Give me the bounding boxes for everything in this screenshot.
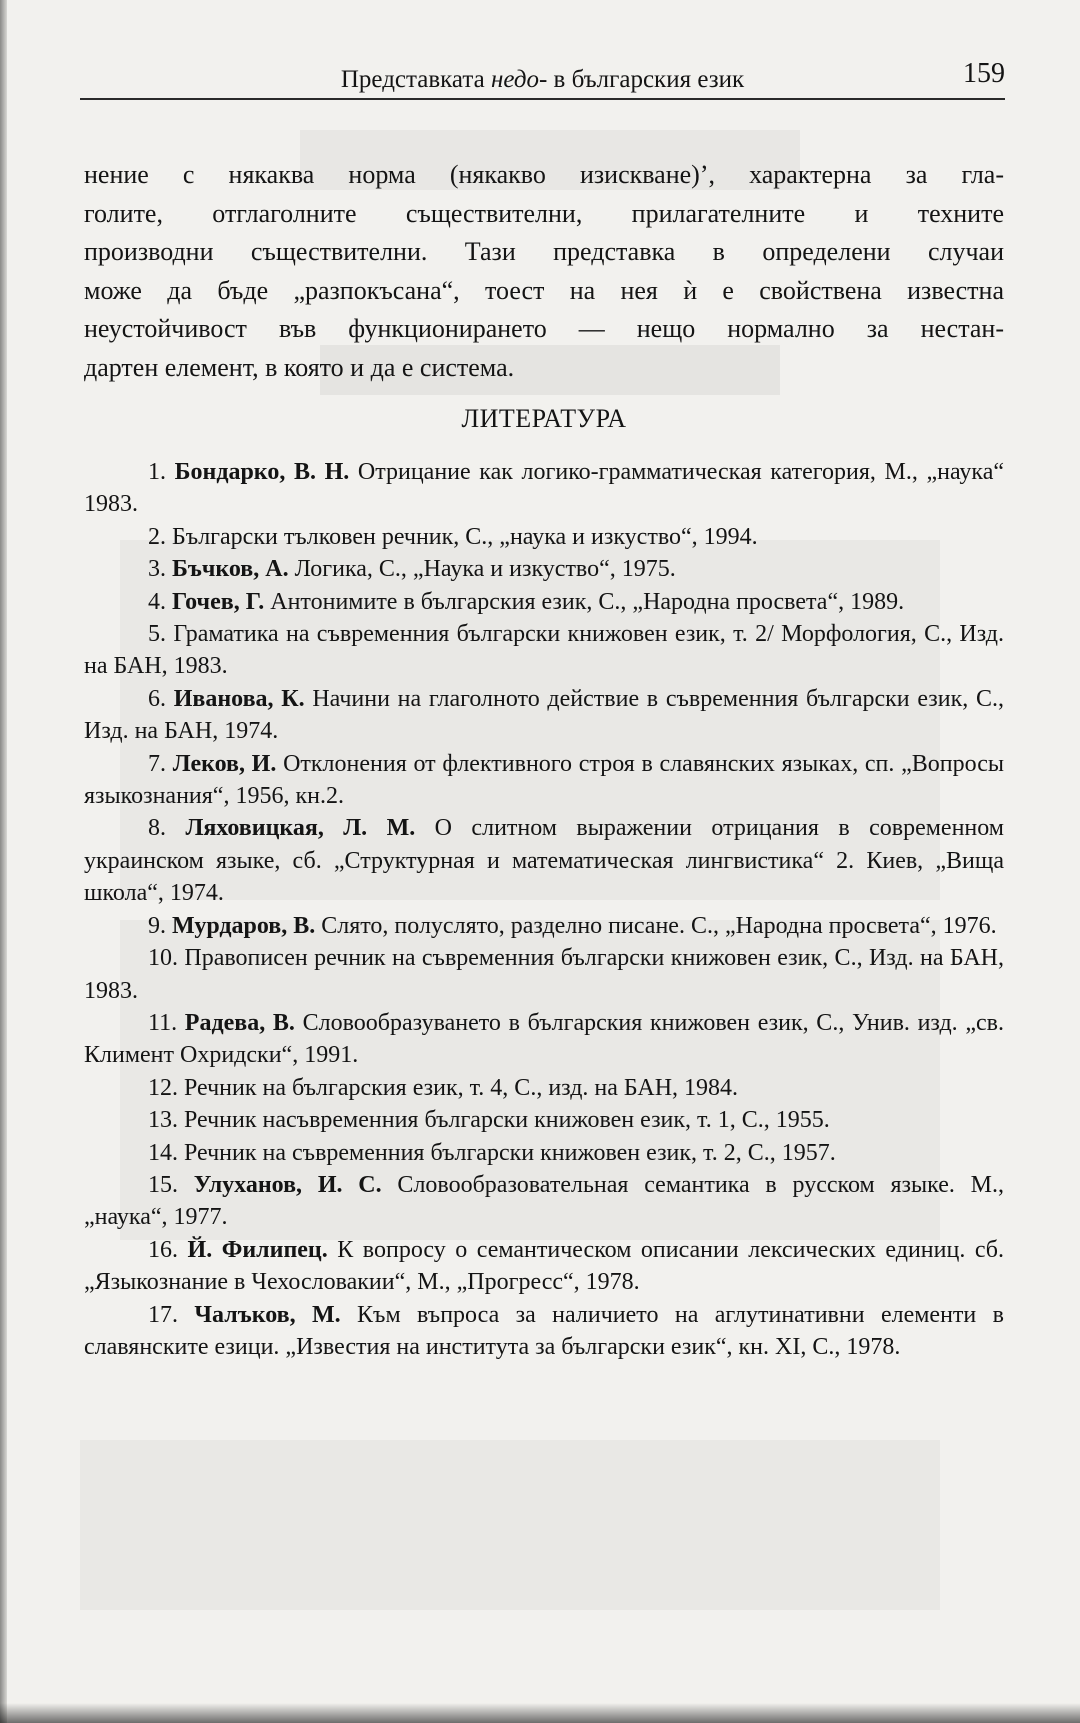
reference-item — [84, 1007, 1004, 1072]
bleed-through-text — [80, 1440, 940, 1610]
reference-text: Правописен речник на съвременния български книжовен език, С., Изд. на БАН, 1983. — [84, 945, 1004, 1004]
running-head — [80, 58, 1005, 100]
reference-item — [84, 1299, 1004, 1364]
reference-text: Слято, полуслято, разделно писане. С., „Народна просвета“, 1976. — [315, 912, 997, 939]
reference-text: Начини на глаголното действие в съвременния български език, С., Изд. на БАН, 1974. — [84, 685, 1004, 745]
body-paragraph — [84, 156, 1004, 387]
reference-number: 8. — [148, 815, 186, 842]
reference-number: 11. — [148, 1009, 185, 1036]
reference-number: 5. — [148, 621, 174, 648]
reference-text: Словообразуването в българския книжовен език, С., Унив. изд. „св. Климент Охридски“, 1991. — [84, 1009, 1005, 1069]
running-title-emphasis: недо- — [490, 66, 548, 93]
reference-text: Отрицание как логико-грамматическая категория, М., „наука“ 1983. — [84, 459, 1004, 518]
reference-item — [84, 1072, 1004, 1104]
reference-item — [84, 521, 1004, 553]
reference-item — [84, 553, 1004, 585]
reference-text: К вопросу о семантическом описании лексических единиц. сб. „Языкознание в Чехословакии“, М., „Прогресс“, 1978. — [84, 1236, 1005, 1296]
reference-text: Словообразовательная семантика в русском языке. М., „наука“, 1977. — [84, 1171, 1005, 1231]
paragraph-line: голите, отглаголните съществителни, прилагателните и техните — [84, 198, 1004, 228]
reference-number: 9. — [148, 912, 172, 939]
reference-number: 17. — [148, 1301, 195, 1328]
reference-text: Речник насъвременния български книжовен език, т. 1, С., 1955. — [184, 1107, 830, 1134]
reference-text: Логика, С., „Наука и изкуство“, 1975. — [288, 556, 676, 583]
reference-item — [84, 456, 1004, 521]
reference-item — [84, 618, 1004, 683]
reference-number: 4. — [148, 588, 172, 615]
paragraph-line: дартен елемент, в която и да е система. — [84, 352, 515, 382]
reference-item — [84, 1169, 1004, 1234]
reference-text: О слитном выражении отрицания в современном украинском языке, сб. „Структурная и математическая лингвистика“ 2. Киев, „Вища школа“, 1974. — [84, 815, 1004, 907]
reference-number: 12. — [148, 1074, 184, 1101]
reference-number: 15. — [148, 1171, 194, 1198]
reference-text: Български тълковен речник, С., „наука и изкуство“, 1994. — [172, 523, 758, 550]
reference-number: 7. — [148, 750, 173, 777]
reference-author: Чалъков, М. — [194, 1301, 341, 1328]
reference-author: Радева, В. — [184, 1009, 295, 1036]
paragraph-line: нение с някаква норма (някакво изискване)’, характерна за гла- — [84, 160, 1004, 189]
running-title-suffix: в българския език — [547, 66, 745, 93]
reference-text: Граматика на съвременния български книжовен език, т. 2/ Морфология, С., Изд. на БАН, 1983. — [84, 621, 1005, 680]
reference-item — [84, 1137, 1004, 1169]
reference-number: 6. — [148, 685, 174, 712]
page-bottom-shadow — [0, 1703, 1080, 1723]
reference-author: Бъчков, А. — [172, 556, 289, 583]
page-number: 159 — [963, 58, 1005, 89]
reference-author: Бондарко, В. Н. — [174, 459, 350, 485]
reference-text: Речник на българския език, т. 4, С., изд. на БАН, 1984. — [184, 1074, 739, 1101]
reference-list — [84, 456, 1004, 1363]
reference-number: 2. — [148, 523, 172, 550]
reference-author: Мурдаров, В. — [172, 912, 316, 939]
paragraph-line: неустойчивост във функционирането — нещо нормално за нестан- — [84, 314, 1004, 343]
reference-author: Гочев, Г. — [172, 588, 265, 615]
reference-item — [84, 748, 1004, 813]
section-heading: ЛИТЕРАТУРА — [461, 404, 627, 433]
reference-author: Й. Филипец. — [187, 1236, 328, 1263]
reference-text: Речник на съвременния български книжовен език, т. 2, С., 1957. — [184, 1139, 836, 1166]
reference-text: Към въпроса за наличието на аглутинативни елементи в славянските езици. „Известия на института за български език“, кн. XI, С., 1978. — [84, 1301, 1004, 1360]
reference-number: 1. — [148, 459, 175, 485]
reference-item — [84, 1234, 1004, 1299]
reference-author: Ляховицкая, Л. М. — [185, 815, 416, 842]
reference-number: 13. — [148, 1107, 184, 1134]
running-title-prefix: Представката — [340, 66, 491, 93]
reference-number: 3. — [148, 556, 172, 583]
paragraph-line: производни съществителни. Тази представка в определени случаи — [84, 237, 1004, 266]
reference-item — [84, 942, 1004, 1007]
reference-number: 14. — [148, 1139, 184, 1166]
page-edge — [0, 0, 7, 1723]
reference-author: Улуханов, И. С. — [193, 1171, 382, 1198]
reference-author: Иванова, К. — [173, 685, 305, 712]
reference-author: Леков, И. — [172, 750, 277, 777]
reference-number: 10. — [148, 945, 185, 972]
reference-number: 16. — [148, 1236, 188, 1263]
reference-item — [84, 910, 1004, 942]
reference-item — [84, 586, 1004, 618]
paragraph-line: може да бъде „разпокъсана“, тоест на нея ѝ е свойствена известна — [84, 275, 1004, 305]
reference-text: Антонимите в българския език, С., „Народна просвета“, 1989. — [264, 588, 905, 615]
reference-item — [84, 683, 1004, 748]
reference-item — [84, 812, 1004, 909]
reference-item — [84, 1104, 1004, 1136]
running-title — [80, 66, 1005, 94]
reference-text: Отклонения от флективного строя в славянских языках, сп. „Вопросы языкознания“, 1956, кн.2. — [84, 750, 1004, 810]
